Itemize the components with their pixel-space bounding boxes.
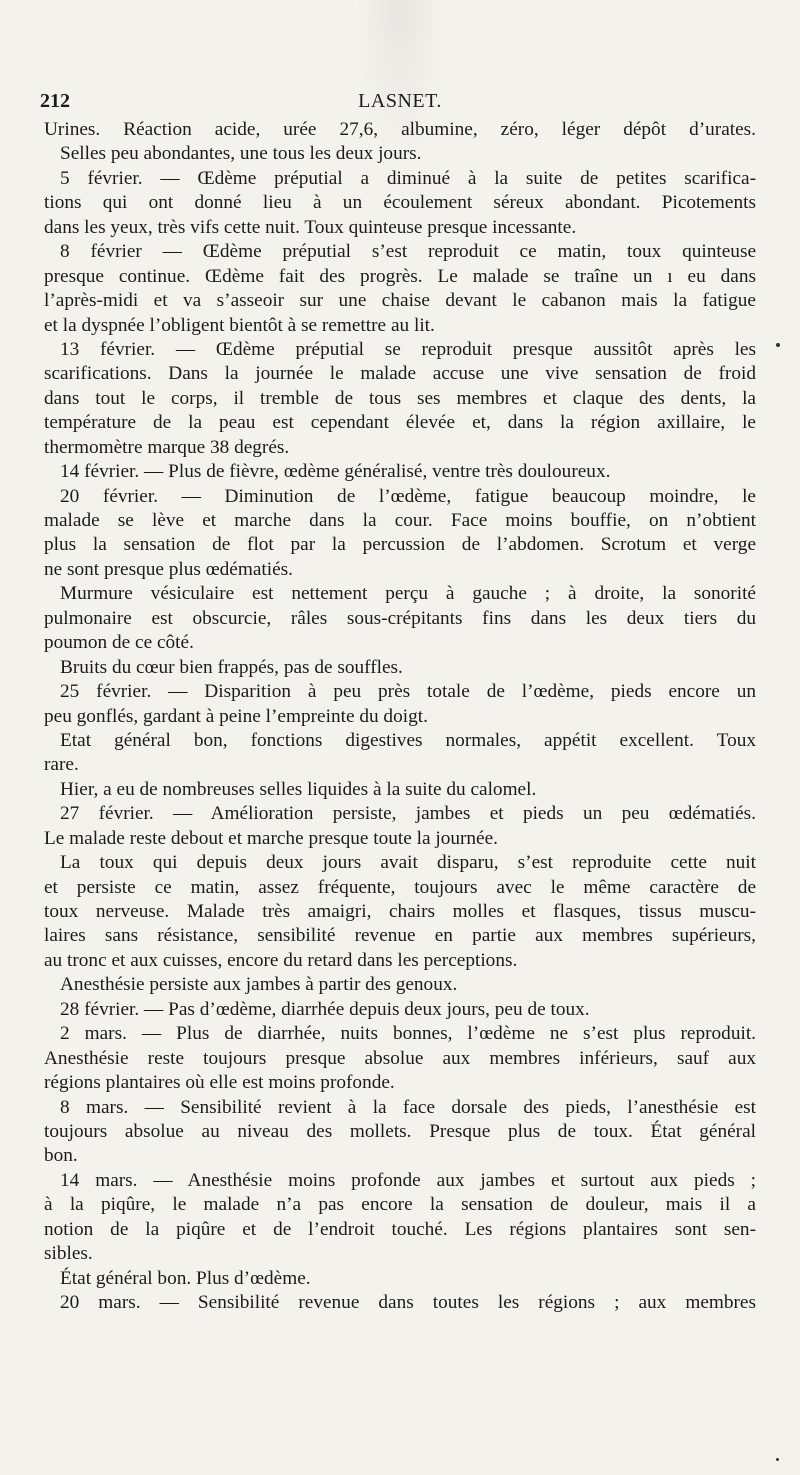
text-line: plus la sensation de flot par la percussion de l’abdomen. Scrotum et verge — [44, 534, 756, 556]
text-line: Etat général bon, fonctions digestives normales, appétit excellent. Toux — [60, 729, 756, 751]
text-line: au tronc et aux cuisses, encore du retard dans les perceptions. — [44, 949, 518, 971]
text-line: La toux qui depuis deux jours avait disparu, s’est reproduite cette nuit — [60, 852, 756, 874]
text-line: Anesthésie reste toujours presque absolue aux membres inférieurs, sauf aux — [44, 1047, 756, 1069]
text-line: 20 mars. — Sensibilité revenue dans toutes les régions ; aux membres — [60, 1292, 756, 1313]
text-line: toux nerveuse. Malade très amaigri, chairs molles et flasques, tissus muscu- — [44, 901, 756, 922]
text-line: 20 février. — Diminution de l’œdème, fatigue beaucoup moindre, le — [60, 485, 756, 507]
text-line: 27 février. — Amélioration persiste, jambes et pieds un peu œdématiés. — [60, 803, 756, 825]
text-line: température de la peau est cependant élevée et, dans la région axillaire, le — [44, 412, 756, 434]
page-number: 212 — [40, 90, 70, 112]
text-line: peu gonflés, gardant à peine l’empreinte du doigt. — [44, 705, 428, 727]
text-line: 25 février. — Disparition à peu près totale de l’œdème, pieds encore un — [60, 681, 756, 703]
text-line: 2 mars. — Plus de diarrhée, nuits bonnes, l’œdème ne s’est plus reproduit. — [60, 1023, 756, 1045]
text-line: régions plantaires où elle est moins profonde. — [44, 1072, 395, 1094]
text-line: et la dyspnée l’obligent bientôt à se remettre au lit. — [44, 314, 435, 336]
text-line: sibles. — [44, 1243, 93, 1265]
text-line: 14 février. — Plus de fièvre, œdème généralisé, ventre très douloureux. — [60, 461, 611, 483]
running-head: LASNET. — [358, 90, 442, 112]
text-line: ne sont presque plus œdématiés. — [44, 558, 293, 580]
text-line: Selles peu abondantes, une tous les deux jours. — [60, 143, 422, 165]
text-line: scarifications. Dans la journée le malade accuse une vive sensation de froid — [44, 363, 756, 385]
text-line: rare. — [44, 754, 79, 776]
text-line: 14 mars. — Anesthésie moins profonde aux jambes et surtout aux pieds ; — [60, 1169, 756, 1191]
text-line: presque continue. Œdème fait des progrès. Le malade se traîne un ı eu dans — [44, 265, 756, 287]
text-line: pulmonaire est obscurcie, râles sous-crépitants fins dans les deux tiers du — [44, 607, 756, 629]
text-line: thermomètre marque 38 degrés. — [44, 436, 290, 458]
text-line: à la piqûre, le malade n’a pas encore la sensation de douleur, mais il a — [44, 1194, 756, 1216]
text-line: Bruits du cœur bien frappés, pas de souffles. — [60, 656, 403, 678]
text-line: notion de la piqûre et de l’endroit touché. Les régions plantaires sont sen- — [44, 1218, 756, 1240]
text-line: État général bon. Plus d’œdème. — [60, 1267, 311, 1289]
text-line: malade se lève et marche dans la cour. Face moins bouffie, on n’obtient — [44, 510, 756, 531]
page-header — [40, 88, 760, 114]
text-line: Hier, a eu de nombreuses selles liquides à la suite du calomel. — [60, 778, 537, 800]
text-line: tions qui ont donné lieu à un écoulement séreux abondant. Picotements — [44, 192, 756, 214]
text-line: 8 mars. — Sensibilité revient à la face dorsale des pieds, l’anesthésie est — [60, 1096, 756, 1118]
text-line: toujours absolue au niveau des mollets. Presque plus de toux. État général — [44, 1120, 756, 1142]
text-line: dans tout le corps, il tremble de tous ses membres et claque des dents, la — [44, 387, 756, 409]
text-line: et persiste ce matin, assez fréquente, toujours avec le même caractère de — [44, 876, 756, 898]
text-line: l’après-midi et va s’asseoir sur une chaise devant le cabanon mais la fatigue — [44, 290, 756, 312]
text-line: poumon de ce côté. — [44, 632, 194, 654]
text-line: 13 février. — Œdème préputial se reproduit presque aussitôt après les — [60, 338, 756, 360]
text-line: 8 février — Œdème préputial s’est reproduit ce matin, toux quinteuse — [60, 241, 756, 263]
text-line: Anesthésie persiste aux jambes à partir des genoux. — [60, 974, 458, 996]
text-line: 28 février. — Pas d’œdème, diarrhée depuis deux jours, peu de toux. — [60, 998, 590, 1020]
text-line: 5 février. — Œdème préputial a diminué à la suite de petites scarifica- — [60, 167, 756, 189]
text-line: Murmure vésiculaire est nettement perçu à gauche ; à droite, la sonorité — [60, 583, 756, 605]
text-line: bon. — [44, 1145, 78, 1167]
text-line: Le malade reste debout et marche presque toute la journée. — [44, 827, 498, 849]
text-line: dans les yeux, très vifs cette nuit. Toux quinteuse presque incessante. — [44, 216, 577, 238]
body-text — [44, 118, 756, 1315]
text-line: Urines. Réaction acide, urée 27,6, albumine, zéro, léger dépôt d’urates. — [44, 119, 756, 140]
stray-mark — [776, 1458, 779, 1461]
stray-mark — [776, 343, 780, 347]
text-line: laires sans résistance, sensibilité revenue en partie aux membres supérieurs, — [44, 925, 756, 947]
